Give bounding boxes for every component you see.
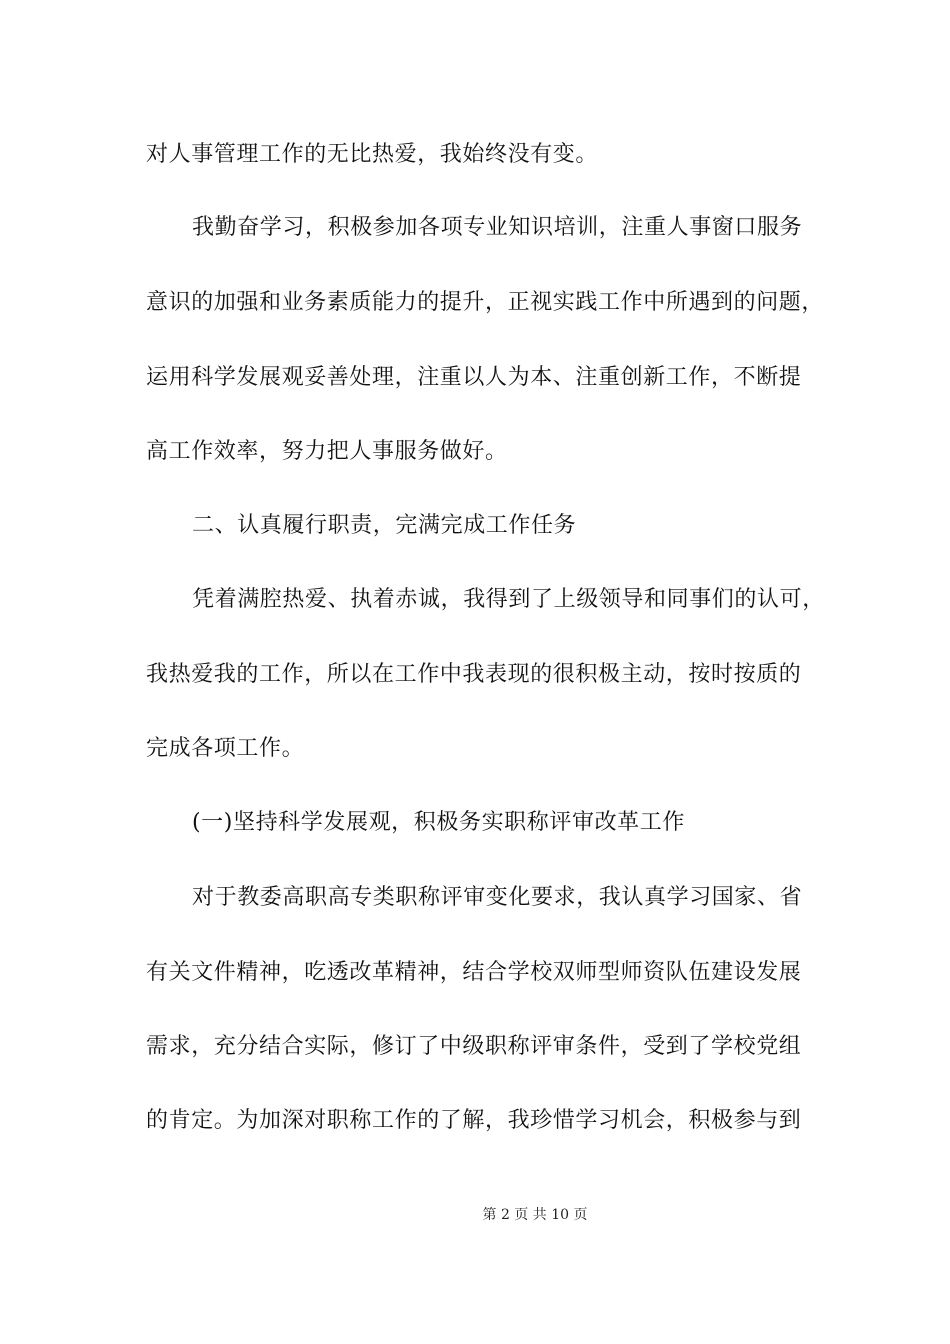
paragraph-line-7: 凭着满腔热爱、执着赤诚，我得到了上级领导和同事们的认可， (192, 587, 825, 612)
paragraph-line-11: 对于教委高职高专类职称评审变化要求，我认真学习国家、省 (192, 885, 803, 910)
page-number-footer: 第 2 页 共 10 页 (482, 1207, 588, 1223)
paragraph-line-12: 有关文件精神，吃透改革精神，结合学校双师型师资队伍建设发展 (146, 960, 802, 985)
section-heading: 二、认真履行职责，完满完成工作任务 (192, 513, 577, 538)
paragraph-line-8: 我热爱我的工作，所以在工作中我表现的很积极主动，按时按质的 (146, 662, 802, 687)
paragraph-line-3: 意识的加强和业务素质能力的提升，正视实践工作中所遇到的问题， (146, 290, 825, 315)
paragraph-line-4: 运用科学发展观妥善处理，注重以人为本、注重创新工作，不断提 (146, 365, 802, 390)
paragraph-line-13: 需求，充分结合实际，修订了中级职称评审条件，受到了学校党组 (146, 1034, 802, 1059)
text-line-1: 对人事管理工作的无比热爱，我始终没有变。 (146, 142, 599, 167)
paragraph-line-14: 的肯定。为加深对职称工作的了解，我珍惜学习机会，积极参与到 (146, 1108, 802, 1133)
subsection-heading: (一)坚持科学发展观，积极务实职称评审改革工作 (192, 810, 685, 835)
paragraph-line-5: 高工作效率，努力把人事服务做好。 (146, 439, 508, 464)
paragraph-line-9: 完成各项工作。 (146, 736, 305, 761)
paragraph-line-2: 我勤奋学习，积极参加各项专业知识培训，注重人事窗口服务 (192, 215, 803, 240)
